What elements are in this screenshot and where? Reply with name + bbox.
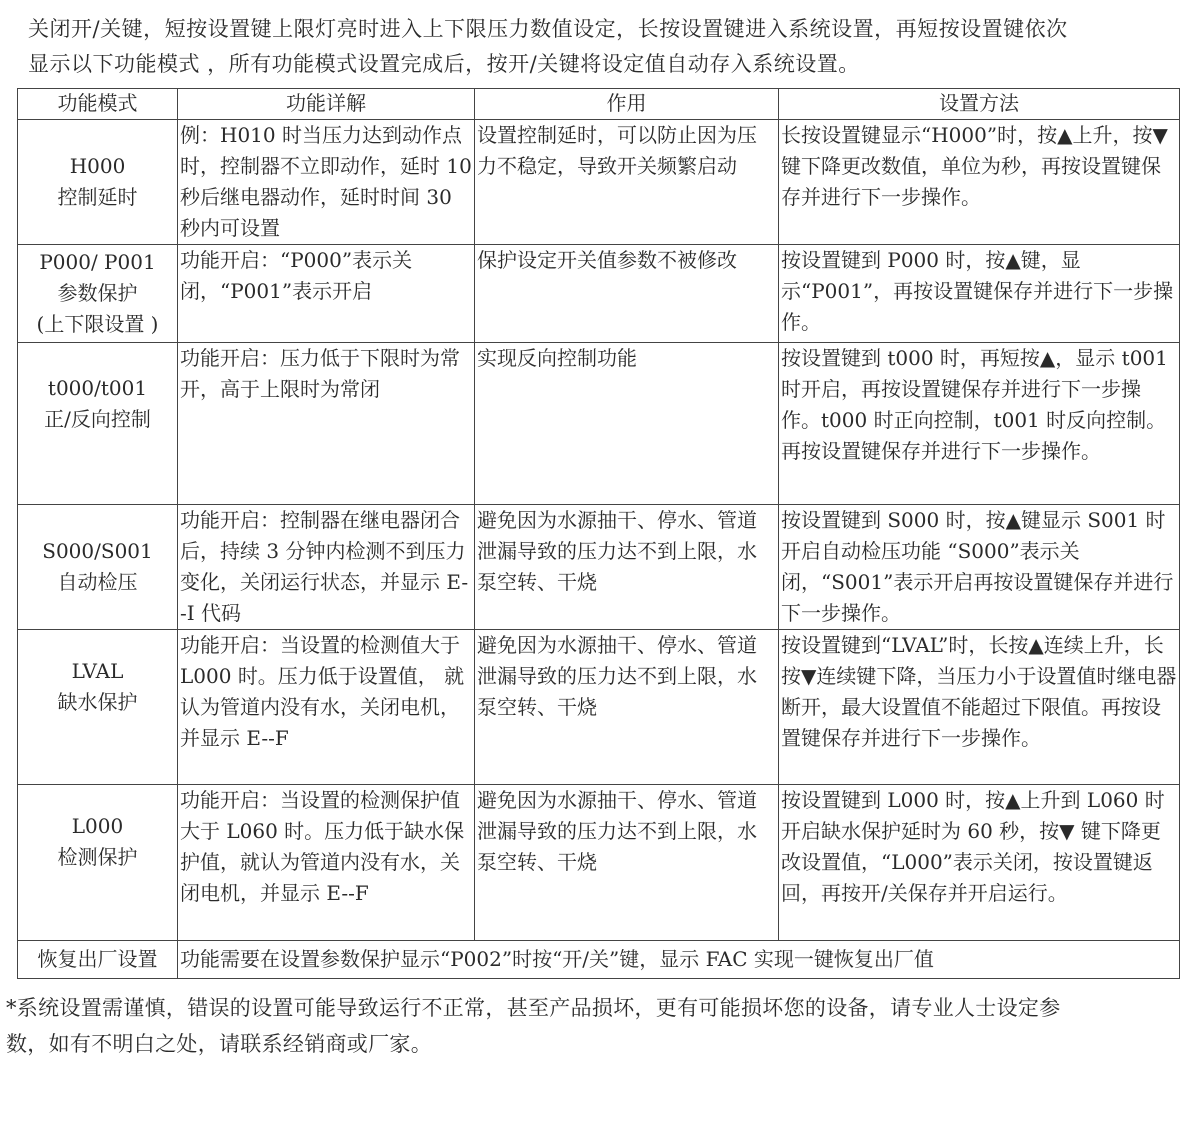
mode-code: t000/t001 — [47, 376, 148, 400]
detail-cell: 功能开启：当设置的检测值大于 L000 时。压力低于设置值， 就认为管道内没有水，关闭电机， 并显示 E--F — [178, 630, 475, 785]
table-row — [18, 120, 1180, 245]
mode-label: 检测保护 — [57, 845, 138, 869]
purpose-cell: 保护设定开关值参数不被修改 — [475, 245, 779, 343]
purpose-cell: 避免因为水源抽干、停水、管道泄漏导致的压力达不到上限，水泵空转、干烧 — [475, 630, 779, 785]
factory-reset-mode-cell: 恢复出厂设置 — [18, 941, 178, 979]
table-row — [18, 343, 1180, 505]
table-row — [18, 630, 1180, 785]
mode-code: LVAL — [71, 659, 124, 683]
mode-label: 参数保护 — [57, 281, 138, 305]
mode-cell — [18, 245, 178, 343]
table-row — [18, 785, 1180, 941]
detail-cell: 功能开启：当设置的检测保护值大于 L060 时。压力低于缺水保护值，就认为管道内没有水，关闭电机，并显示 E--F — [178, 785, 475, 941]
header-method: 设置方法 — [779, 89, 1180, 120]
method-cell: 长按设置键显示“H000”时，按▲上升，按▼键下降更改数值，单位为秒，再按设置键保存并进行下一步操作。 — [779, 120, 1180, 245]
footnote-line-2: 数，如有不明白之处，请联系经销商或厂家。 — [6, 1032, 432, 1056]
footnote — [6, 990, 1192, 1062]
mode-label: 正/反向控制 — [44, 407, 151, 431]
footnote-line-1: *系统设置需谨慎，错误的设置可能导致运行不正常，甚至产品损坏，更有可能损坏您的设备，请专业人士设定参 — [6, 996, 1061, 1020]
table-header-row — [18, 89, 1180, 120]
mode-cell — [18, 630, 178, 785]
mode-label: 自动检压 — [57, 570, 138, 594]
purpose-cell: 避免因为水源抽干、停水、管道泄漏导致的压力达不到上限，水泵空转、干烧 — [475, 785, 779, 941]
intro-line-1: 关闭开/关键，短按设置键上限灯亮时进入上下限压力数值设定，长按设置键进入系统设置，再短按设置键依次 — [28, 17, 1068, 41]
mode-cell — [18, 343, 178, 505]
mode-note: (上下限设置 ) — [36, 312, 159, 336]
header-mode: 功能模式 — [18, 89, 178, 120]
mode-code: H000 — [69, 154, 126, 178]
method-cell: 按设置键到“LVAL”时，长按▲连续上升，长按▼连续键下降，当压力小于设置值时继电器断开，最大设置值不能超过下限值。再按设置键保存并进行下一步操作。 — [779, 630, 1180, 785]
mode-code: P000/ P001 — [39, 250, 156, 274]
intro-line-2: 显示以下功能模式 ，所有功能模式设置完成后，按开/关键将设定值自动存入系统设置。 — [28, 52, 860, 76]
function-mode-table — [17, 88, 1180, 979]
method-cell: 按设置键到 t000 时，再短按▲，显示 t001 时开启，再按设置键保存并进行下一步操作。t000 时正向控制，t001 时反向控制。再按设置键保存并进行下一步操作。 — [779, 343, 1180, 505]
method-cell: 按设置键到 S000 时，按▲键显示 S001 时开启自动检压功能 “S000”表示关闭，“S001”表示开启再按设置键保存并进行下一步操作。 — [779, 505, 1180, 630]
purpose-cell: 设置控制延时，可以防止因为压力不稳定，导致开关频繁启动 — [475, 120, 779, 245]
detail-cell: 例：H010 时当压力达到动作点时，控制器不立即动作，延时 10 秒后继电器动作，延时时间 30 秒内可设置 — [178, 120, 475, 245]
table-row — [18, 505, 1180, 630]
header-detail: 功能详解 — [178, 89, 475, 120]
table-row — [18, 245, 1180, 343]
header-purpose: 作用 — [475, 89, 779, 120]
detail-cell: 功能开启：“P000”表示关闭，“P001”表示开启 — [178, 245, 475, 343]
method-cell: 按设置键到 P000 时，按▲键，显示“P001”，再按设置键保存并进行下一步操作。 — [779, 245, 1180, 343]
mode-cell — [18, 505, 178, 630]
mode-code: S000/S001 — [42, 539, 153, 563]
mode-label: 缺水保护 — [57, 690, 138, 714]
mode-cell — [18, 120, 178, 245]
mode-code: L000 — [71, 814, 124, 838]
detail-cell: 功能开启：控制器在继电器闭合后，持续 3 分钟内检测不到压力变化，关闭运行状态，并显示 E--I 代码 — [178, 505, 475, 630]
intro-paragraph — [28, 12, 1188, 82]
mode-label: 控制延时 — [57, 185, 138, 209]
factory-reset-text-cell: 功能需要在设置参数保护显示“P002”时按“开/关”键，显示 FAC 实现一键恢复出厂值 — [178, 941, 1180, 979]
table-row-factory-reset — [18, 941, 1180, 979]
purpose-cell: 避免因为水源抽干、停水、管道泄漏导致的压力达不到上限，水泵空转、干烧 — [475, 505, 779, 630]
purpose-cell: 实现反向控制功能 — [475, 343, 779, 505]
method-cell: 按设置键到 L000 时，按▲上升到 L060 时开启缺水保护延时为 60 秒，按▼ 键下降更改设置值，“L000”表示关闭，按设置键返回，再按开/关保存并开启运行。 — [779, 785, 1180, 941]
detail-cell: 功能开启：压力低于下限时为常开，高于上限时为常闭 — [178, 343, 475, 505]
mode-cell — [18, 785, 178, 941]
